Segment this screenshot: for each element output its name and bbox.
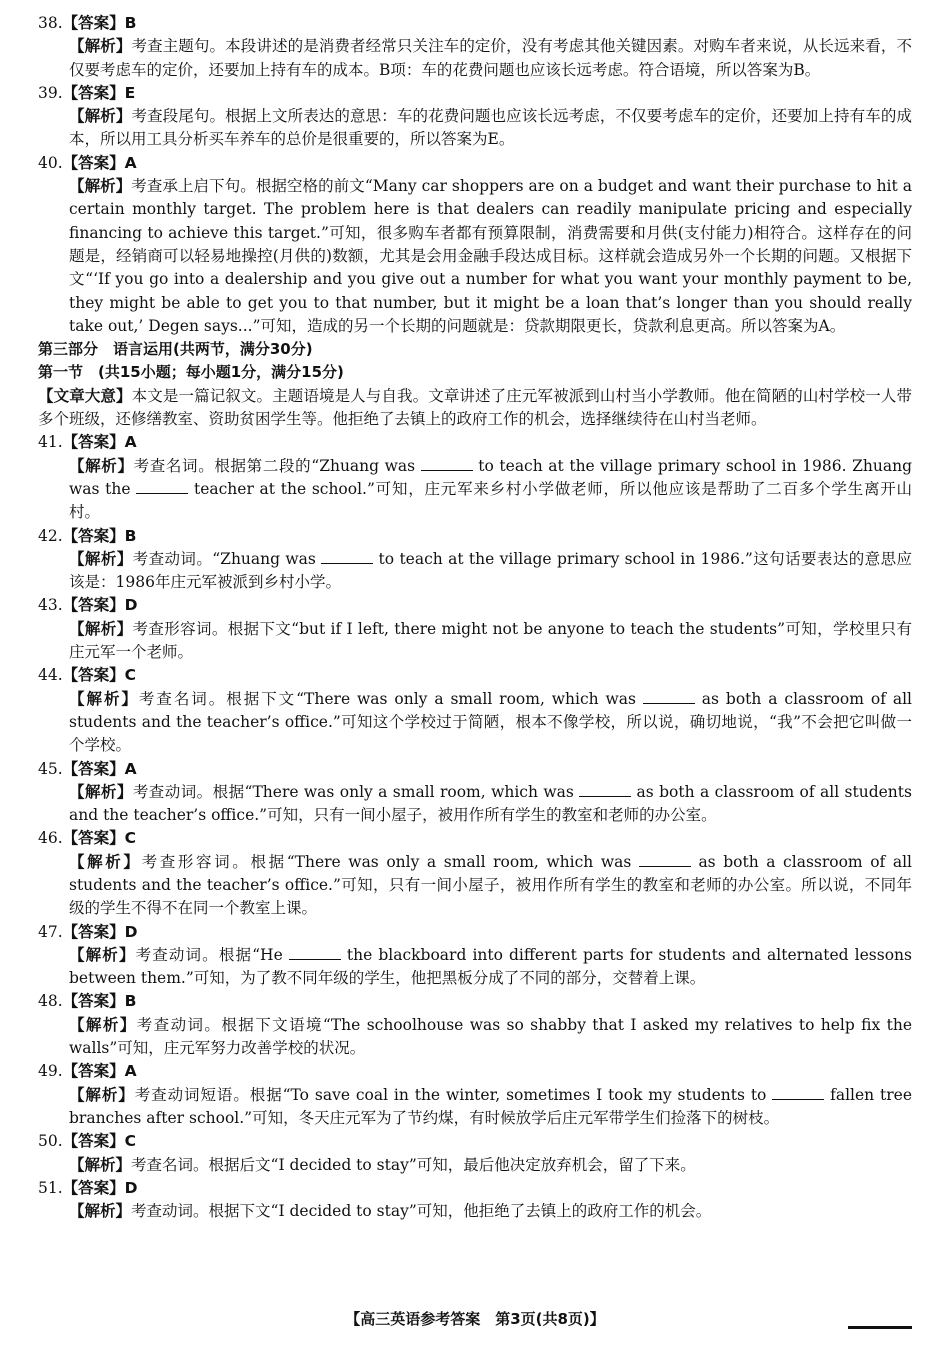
- answer-key: 【答案】A: [62, 1062, 137, 1081]
- question-number: 46.: [38, 829, 63, 848]
- question-number: 41.: [38, 433, 63, 452]
- answer-line: [38, 921, 912, 944]
- answer-line: [38, 82, 912, 105]
- answer-page: [38, 12, 912, 1223]
- answer-item: [38, 152, 912, 338]
- answer-key: 【答案】A: [62, 153, 137, 172]
- answer-item: [38, 82, 912, 152]
- explanation-tag: 【解析】: [69, 852, 142, 871]
- answer-item: [38, 12, 912, 82]
- question-number: 45.: [38, 759, 63, 778]
- explanation-tag: 【解析】: [69, 1015, 137, 1034]
- answer-item: [38, 758, 912, 828]
- explanation: 【解析】考查名词。根据第二段的“Zhuang was to teach at the village primary school in 1986. Zhuang was the teacher at the school.”可知，庄元军来乡村小学做老师，所以他应该是帮助了二百多个学生离开山村。: [69, 456, 913, 522]
- answer-line: [38, 1177, 912, 1200]
- explanation-tag: 【解析】: [69, 782, 133, 801]
- answer-item: [38, 1177, 912, 1224]
- cloze-answers: [38, 431, 912, 1223]
- answer-line: [38, 990, 912, 1013]
- blank-line: [643, 689, 695, 704]
- answer-line: [38, 664, 912, 687]
- subsection-title: 第一节 (共15小题；每小题1分，满分15分): [38, 363, 344, 382]
- answer-item: [38, 664, 912, 757]
- answer-key: 【答案】B: [62, 14, 137, 32]
- explanation-tag: 【解析】: [69, 456, 134, 475]
- explanation: 【解析】考查动词。根据“He the blackboard into different parts for students and alternated lessons between them.”可知，为了教不同年级的学生，他把黑板分成了不同的部分，交替着上课。: [69, 945, 912, 988]
- explanation-tag: 【解析】: [69, 1155, 132, 1174]
- question-number: 39.: [38, 83, 63, 102]
- explanation-tag: 【解析】: [69, 37, 132, 56]
- answer-key: 【答案】C: [62, 1132, 137, 1151]
- blank-line: [579, 782, 631, 797]
- answer-line: [38, 1130, 912, 1153]
- explanation-tag: 【解析】: [69, 549, 133, 568]
- explanation-tag: 【解析】: [69, 619, 133, 638]
- answer-key: 【答案】C: [62, 666, 137, 685]
- explanation: 【解析】考查动词。“Zhuang was to teach at the village primary school in 1986.”这句话要表达的意思应该是：1986年庄元军被派到乡村小学。: [69, 549, 912, 592]
- answer-line: [38, 431, 912, 454]
- explanation-tag: 【解析】: [69, 1202, 132, 1221]
- blank-line: [639, 852, 691, 867]
- article-summary: [38, 385, 912, 432]
- explanation-tag: 【解析】: [69, 689, 139, 708]
- summary-tag: 【文章大意】: [38, 386, 132, 405]
- blank-line: [321, 549, 373, 564]
- explanation: 【解析】考查形容词。根据“There was only a small room, which was as both a classroom of all students and the teacher’s office.”可知，只有一间小屋子，被用作所有学生的教室和老师的办公室。所以说，不同年级的学生不得不在同一个教室上课。: [69, 852, 912, 918]
- reading-answers: [38, 12, 912, 338]
- answer-line: [38, 525, 912, 548]
- answer-line: [38, 758, 912, 781]
- blank-line: [136, 479, 188, 494]
- blank-line: [772, 1085, 824, 1100]
- explanation: 【解析】考查名词。根据后文“I decided to stay”可知，最后他决定放弃机会，留了下来。: [69, 1155, 696, 1174]
- explanation: 【解析】考查名词。根据下文“There was only a small room, which was as both a classroom of all students and the teacher’s office.”可知这个学校过于简陋，根本不像学校，所以说，确切地说，“我”不会把它叫做一个学校。: [69, 689, 912, 755]
- question-number: 47.: [38, 922, 63, 941]
- question-number: 40.: [38, 153, 63, 172]
- explanation-tag: 【解析】: [69, 945, 136, 964]
- explanation: 【解析】考查动词。根据“There was only a small room, which was as both a classroom of all students and the teacher’s office.”可知，只有一间小屋子，被用作所有学生的教室和老师的办公室。: [69, 782, 912, 825]
- explanation-tag: 【解析】: [69, 1085, 135, 1104]
- answer-item: [38, 1060, 912, 1130]
- answer-line: [38, 152, 912, 175]
- question-number: 48.: [38, 992, 63, 1011]
- answer-line: [38, 1060, 912, 1083]
- blank-line: [421, 456, 473, 471]
- question-number: 44.: [38, 666, 63, 685]
- answer-key: 【答案】A: [62, 759, 137, 778]
- blank-line: [289, 945, 341, 960]
- answer-item: [38, 594, 912, 664]
- page-footer: 【高三英语参考答案 第3页(共8页)】: [345, 1310, 605, 1328]
- explanation: 【解析】考查动词短语。根据“To save coal in the winter, sometimes I took my students to fallen tree branches after school.”可知，冬天庄元军为了节约煤，有时候放学后庄元军带学生们捡落下的树枝。: [69, 1085, 912, 1127]
- explanation: 【解析】考查动词。根据下文语境“The schoolhouse was so shabby that I asked my relatives to help fix the walls”可知，庄元军努力改善学校的状况。: [69, 1015, 912, 1058]
- answer-key: 【答案】A: [62, 433, 137, 452]
- question-number: 49.: [38, 1062, 63, 1081]
- explanation: 【解析】考查动词。根据下文“I decided to stay”可知，他拒绝了去镇上的政府工作的机会。: [69, 1202, 712, 1221]
- explanation-tag: 【解析】: [69, 107, 132, 126]
- answer-key: 【答案】C: [62, 829, 137, 848]
- explanation-tag: 【解析】: [69, 177, 132, 196]
- answer-item: [38, 990, 912, 1060]
- answer-item: [38, 1130, 912, 1177]
- answer-key: 【答案】B: [62, 992, 137, 1011]
- answer-key: 【答案】D: [62, 1178, 138, 1197]
- answer-item: [38, 525, 912, 595]
- explanation: 【解析】考查形容词。根据下文“but if I left, there might not be anyone to teach the students”可知，学校里只有庄元军一个老师。: [69, 619, 912, 662]
- question-number: 50.: [38, 1132, 63, 1151]
- answer-item: [38, 431, 912, 524]
- answer-key: 【答案】D: [62, 596, 138, 615]
- question-number: 38.: [38, 14, 63, 32]
- question-number: 42.: [38, 526, 63, 545]
- explanation: 【解析】考查段尾句。根据上文所表达的意思：车的花费问题也应该长远考虑，不仅要考虑车的定价，还要加上持有车的成本，所以用工具分析买车养车的总价是很重要的，所以答案为E。: [69, 107, 912, 149]
- answer-item: [38, 921, 912, 991]
- answer-key: 【答案】E: [62, 83, 136, 102]
- answer-line: [38, 12, 912, 35]
- section-title: 第三部分 语言运用(共两节，满分30分): [38, 340, 313, 359]
- answer-line: [38, 827, 912, 850]
- answer-item: [38, 827, 912, 920]
- explanation: 【解析】考查主题句。本段讲述的是消费者经常只关注车的定价，没有考虑其他关键因素。对购车者来说，从长远来看，不仅要考虑车的定价，还要加上持有车的成本。B项：车的花费问题也应该长远考虑。符合语境，所以答案为B。: [69, 37, 912, 79]
- explanation: 【解析】考查承上启下句。根据空格的前文“Many car shoppers are on a budget and want their purchase to hit a certain monthly target. The problem here is that dealers can readily manipulate pricing and especially financing to achieve this target.”可知，很多购车者都有预算限制，消费需要和月供(支付能力)相符合。这样存在的问题是，经销商可以轻易地操控(月供的)数额，尤其是会用金融手段达成目标。这样就会造成另外一个长期的问题。又根据下文“‘If you go into a dealership and you give out a number for what you want your monthly payment to be, they might be able to get you to that number, but it might be a loan that’s longer than you should really take out,’ Degen says...”可知，造成的另一个长期的问题就是：贷款期限更长，贷款利息更高。所以答案为A。: [69, 177, 912, 335]
- question-number: 51.: [38, 1178, 63, 1197]
- summary-text: 本文是一篇记叙文。主题语境是人与自我。文章讲述了庄元军被派到山村当小学教师。他在简陋的山村学校一人带多个班级，还修缮教室、资助贫困学生等。他拒绝了去镇上的政府工作的机会，选择继续待在山村当老师。: [38, 386, 912, 429]
- answer-key: 【答案】B: [62, 526, 137, 545]
- footer-rule: [848, 1326, 912, 1329]
- question-number: 43.: [38, 596, 63, 615]
- answer-key: 【答案】D: [62, 922, 138, 941]
- answer-line: [38, 594, 912, 617]
